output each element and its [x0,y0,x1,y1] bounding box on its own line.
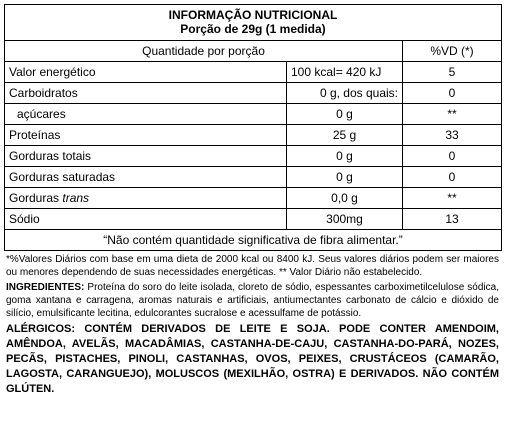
nutrient-name: Gorduras saturadas [5,167,287,188]
nutrient-name: Gorduras totais [5,146,287,167]
nutrient-amount: 300mg [287,209,403,230]
table-row [5,62,502,83]
nutrition-title: INFORMAÇÃO NUTRICIONAL [168,8,338,22]
nutrient-amount: 100 kcal= 420 kJ [287,62,403,83]
nutrient-vd: 33 [403,125,502,146]
table-header [5,5,502,41]
fiber-note: “Não contém quantidade significativa de fibra alimentar.” [5,230,502,251]
nutrient-vd: ** [403,104,502,125]
nutrient-vd: ** [403,188,502,209]
nutrient-vd: 0 [403,83,502,104]
portion-column-header: Quantidade por porção [5,41,403,62]
nutrient-amount: 0 g, dos quais: [287,83,403,104]
nutrient-name: Sódio [5,209,287,230]
daily-values-footnote: *%Valores Diários com base em uma dieta de 2000 kcal ou 8400 kJ. Seus valores diários podem ser maiores ou menores dependendo de suas necessidades energéticas. ** Valor Diário não estabelecido. [6,254,499,278]
nutrient-name: Proteínas [5,125,287,146]
table-row [5,83,502,104]
nutrient-name: Carboidratos [5,83,287,104]
nutrient-vd: 0 [403,146,502,167]
ingredients-label: INGREDIENTES: [6,282,85,293]
table-row [5,209,502,230]
table-row [5,125,502,146]
nutrition-label [4,4,501,397]
nutrient-name-italic: trans [62,191,90,205]
allergens-block: ALÉRGICOS: CONTÉM DERIVADOS DE LEITE E SOJA. PODE CONTER AMENDOIM, AMÊNDOA, AVELÃS, MACADÂMIAS, CASTANHA-DE-CAJU, CASTANHA-DO-PARÁ, NOZES, PECÃS, PISTACHES, PINOLI, CASTANHAS, OVOS, PEIXES, CRUSTÁCEOS (CAMARÃO, LAGOSTA, CARANGUEJO), MOLUSCOS (MEXILHÃO, OSTRA) E DERIVADOS. NÃO CONTÉM GLÚTEN. [6,323,499,395]
nutrition-table [4,4,502,251]
nutrient-name-cell [5,188,287,209]
table-row [5,167,502,188]
nutrient-vd: 5 [403,62,502,83]
ingredients-block [4,279,501,320]
nutrient-amount: 0 g [287,167,403,188]
nutrient-amount: 0 g [287,146,403,167]
nutrient-amount: 0,0 g [287,188,403,209]
nutrient-name: Valor energético [5,62,287,83]
nutrient-amount: 25 g [287,125,403,146]
nutrient-name: Gorduras [9,191,63,205]
nutrient-vd: 13 [403,209,502,230]
table-row [5,188,502,209]
vd-column-header: %VD (*) [403,41,502,62]
ingredients-text: Proteína do soro do leite isolada, cloreto de sódio, espessantes carboximetilcelulose sódica, goma xantana e carragena, aromas naturais e artificiais, antiumectantes carbonato de cálcio e dióxido de silício, emulsificante lecitina, edulcorantes sucralose e acessulfame de potássio. [6,282,499,319]
portion-subtitle: Porção de 29g (1 medida) [180,22,326,36]
nutrient-name: açúcares [5,104,287,125]
nutrient-vd: 0 [403,167,502,188]
nutrient-amount: 0 g [287,104,403,125]
table-row [5,146,502,167]
table-row [5,104,502,125]
